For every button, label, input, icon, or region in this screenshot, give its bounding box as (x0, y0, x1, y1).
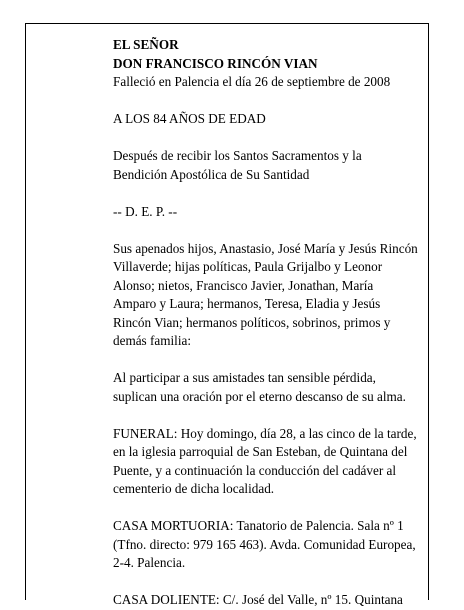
casa-mortuoria-info: CASA MORTUORIA: Tanatorio de Palencia. Sala nº 1 (Tfno. directo: 979 165 463). Avda. Comunidad Europea, 2-4. Palencia. (113, 518, 416, 570)
family-paragraph: Sus apenados hijos, Anastasio, José María y Jesús Rincón Villaverde; hijas políticas, Paula Grijalbo y Leonor Alonso; nietos, Francisco Javier, Jonathan, María Amparo y Laura; hermanos, Teresa, Eladia y Jesús Rincón Vian; hermanos políticos, sobrinos, primos y demás familia: (113, 240, 418, 348)
funeral-info: FUNERAL: Hoy domingo, día 28, a las cinco de la tarde, en la iglesia parroquial de San Esteban, de Quintana del Puente, y a continuación la conducción del cadáver al cementerio de dicha localidad. (113, 425, 417, 496)
prayer-request: Al participar a sus amistades tan sensible pérdida, suplican una oración por el eterno descanso de su alma. (113, 370, 406, 404)
deceased-name: DON FRANCISCO RINCÓN VIAN (113, 55, 318, 71)
obituary-notice (113, 36, 418, 610)
deceased-title: EL SEÑOR (113, 37, 179, 52)
age-line: A LOS 84 AÑOS DE EDAD (113, 111, 266, 126)
death-date: Falleció en Palencia el día 26 de septiembre de 2008 (113, 74, 391, 89)
casa-doliente-info: CASA DOLIENTE: C/. José del Valle, nº 15. Quintana (113, 592, 403, 607)
sacraments-text: Después de recibir los Santos Sacramentos y la Bendición Apostólica de Su Santidad (113, 148, 362, 182)
dep-line: -- D. E. P. -- (113, 203, 178, 219)
